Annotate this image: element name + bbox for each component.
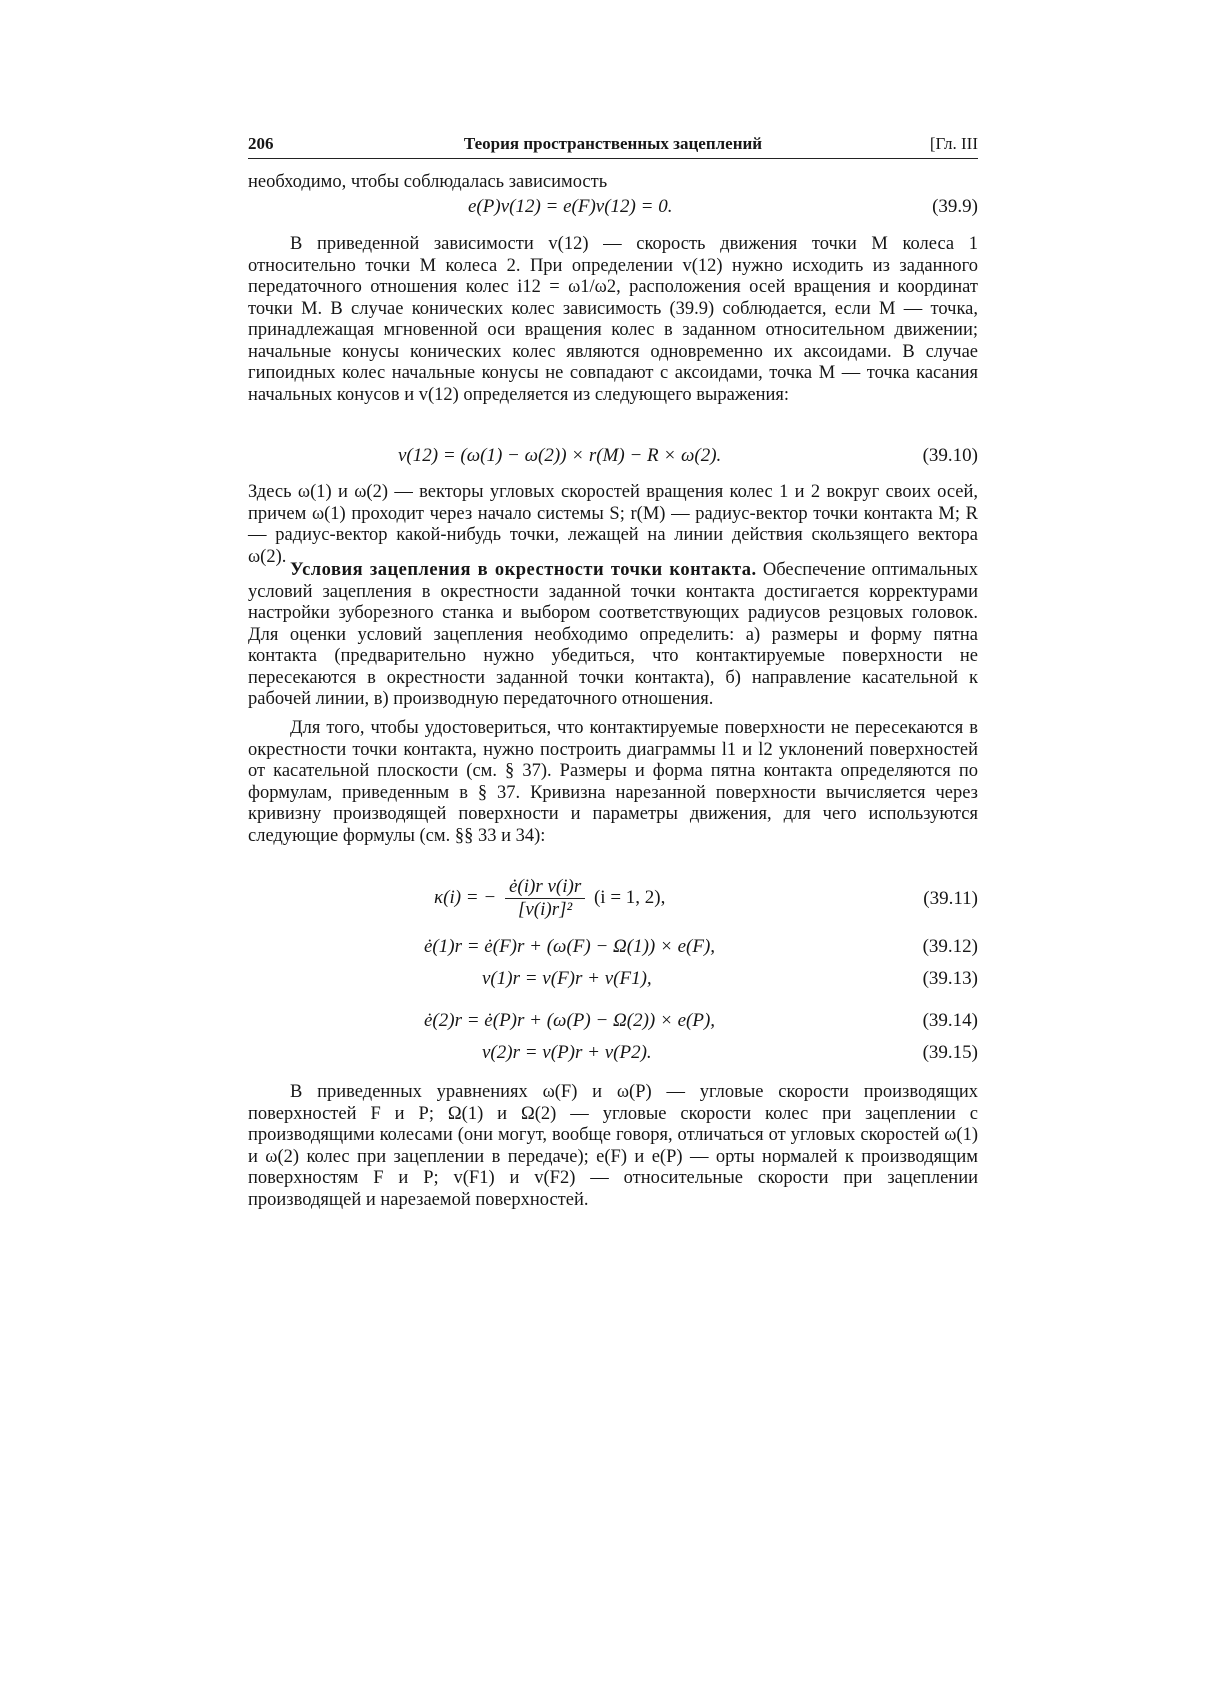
- equation-number: (39.10): [922, 445, 978, 466]
- equation-39-9: [248, 196, 978, 222]
- equation-39-13: [248, 968, 978, 994]
- equation-39-14: [248, 1010, 978, 1036]
- equation-formula: v(12) = (ω(1) − ω(2)) × r(M) − R × ω(2).: [398, 445, 722, 466]
- chapter-label: [Гл. III: [929, 134, 978, 153]
- paragraph-meshing-body: Обеспечение оптимальных условий зацепления в окрестности заданной точки контакта достигается корректурами настройки зуборезного станка и выбором соответствующих радиусов резцовых головок. Для оценки условий зацепления необходимо определить: а) размеры и форму пятна контакта (предварительно нужно убедиться, что контактируемые поверхности не пересекаются в окрестности заданной точки контакта), б) направление касательной к рабочей линии, в) производную передаточного отношения.: [248, 560, 978, 709]
- equation-formula: e(P)v(12) = e(F)v(12) = 0.: [468, 196, 673, 217]
- paragraph-meshing-conditions: [248, 560, 978, 711]
- equation-lhs: κ(i) = −: [434, 886, 497, 908]
- paragraph-contact-check: Для того, чтобы удостовериться, что контактируемые поверхности не пересекаются в окрестности точки контакта, нужно построить диаграммы l1 и l2 уклонений поверхностей от касательной плоскости (см. § 37). Размеры и форма пятна контакта определяются по формулам, приведенным в § 37. Кривизна нарезанной поверхности вычисляется через кривизну производящей поверхности и параметры движения, для чего используются следующие формулы (см. §§ 33 и 34):: [248, 718, 978, 846]
- running-header: [248, 134, 978, 159]
- equation-39-11: [248, 876, 978, 920]
- equation-number: (39.9): [932, 196, 978, 217]
- equation-39-15: [248, 1042, 978, 1068]
- equation-formula: v(1)r = v(F)r + v(F1),: [482, 968, 652, 989]
- equation-number: (39.12): [922, 936, 978, 957]
- paragraph-symbol-definitions: В приведенных уравнениях ω(F) и ω(P) — угловые скорости производящих поверхностей F и P; Ω(1) и Ω(2) — угловые скорости колес при зацеплении с производящими колесами (они могут, вообще говоря, отличаться от угловых скоростей ω(1) и ω(2) колес при зацеплении в передаче); e(F) и e(P) — орты нормалей к производящим поверхностям F и P; v(F1) и v(F2) — относительные скорости при зацеплении производящей и нарезаемой поверхностей.: [248, 1082, 978, 1210]
- running-title: Теория пространственных зацеплений: [463, 134, 763, 153]
- equation-number: (39.14): [922, 1010, 978, 1031]
- paragraph-relative-velocity: В приведенной зависимости v(12) — скорость движения точки M колеса 1 относительно точки M колеса 2. При определении v(12) нужно исходить из заданного передаточного отношения колес i12 = ω1/ω2, расположения осей вращения и координат точки M. В случае конических колес зависимость (39.9) соблюдается, если M — точка, принадлежащая мгновенной оси вращения колес в заданном относительном движении; начальные конусы конических колес являются одновременно их аксоидами. В случае гипоидных колес начальные конусы не совпадают с аксоидами, точка M — точка касания начальных конусов и v(12) определяется из следующего выражения:: [248, 234, 978, 405]
- fraction: [505, 876, 585, 921]
- page-number: 206: [248, 134, 274, 153]
- equation-39-12: [248, 936, 978, 962]
- equation-39-10: [248, 445, 978, 471]
- paragraph-intro: необходимо, чтобы соблюдалась зависимость: [248, 172, 608, 192]
- equation-formula: ė(2)r = ė(P)r + (ω(P) − Ω(2)) × e(P),: [424, 1010, 716, 1031]
- section-heading: Условия зацепления в окрестности точки контакта.: [290, 560, 757, 580]
- equation-formula: ė(1)r = ė(F)r + (ω(F) − Ω(1)) × e(F),: [424, 936, 716, 957]
- equation-number: (39.13): [922, 968, 978, 989]
- equation-formula: v(2)r = v(P)r + v(P2).: [482, 1042, 652, 1063]
- fraction-numerator: ė(i)r v(i)r: [505, 876, 585, 899]
- paragraph-definitions: Здесь ω(1) и ω(2) — векторы угловых скоростей вращения колес 1 и 2 вокруг своих осей, причем ω(1) проходит через начало системы S; r(M) — радиус-вектор точки контакта M; R — радиус-вектор какой-нибудь точки, лежащей на линии действия скользящего вектора ω(2).: [248, 482, 978, 567]
- equation-number: (39.15): [922, 1042, 978, 1063]
- equation-number: (39.11): [923, 888, 978, 909]
- equation-condition: (i = 1, 2),: [593, 886, 666, 908]
- fraction-denominator: [v(i)r]²: [517, 899, 573, 920]
